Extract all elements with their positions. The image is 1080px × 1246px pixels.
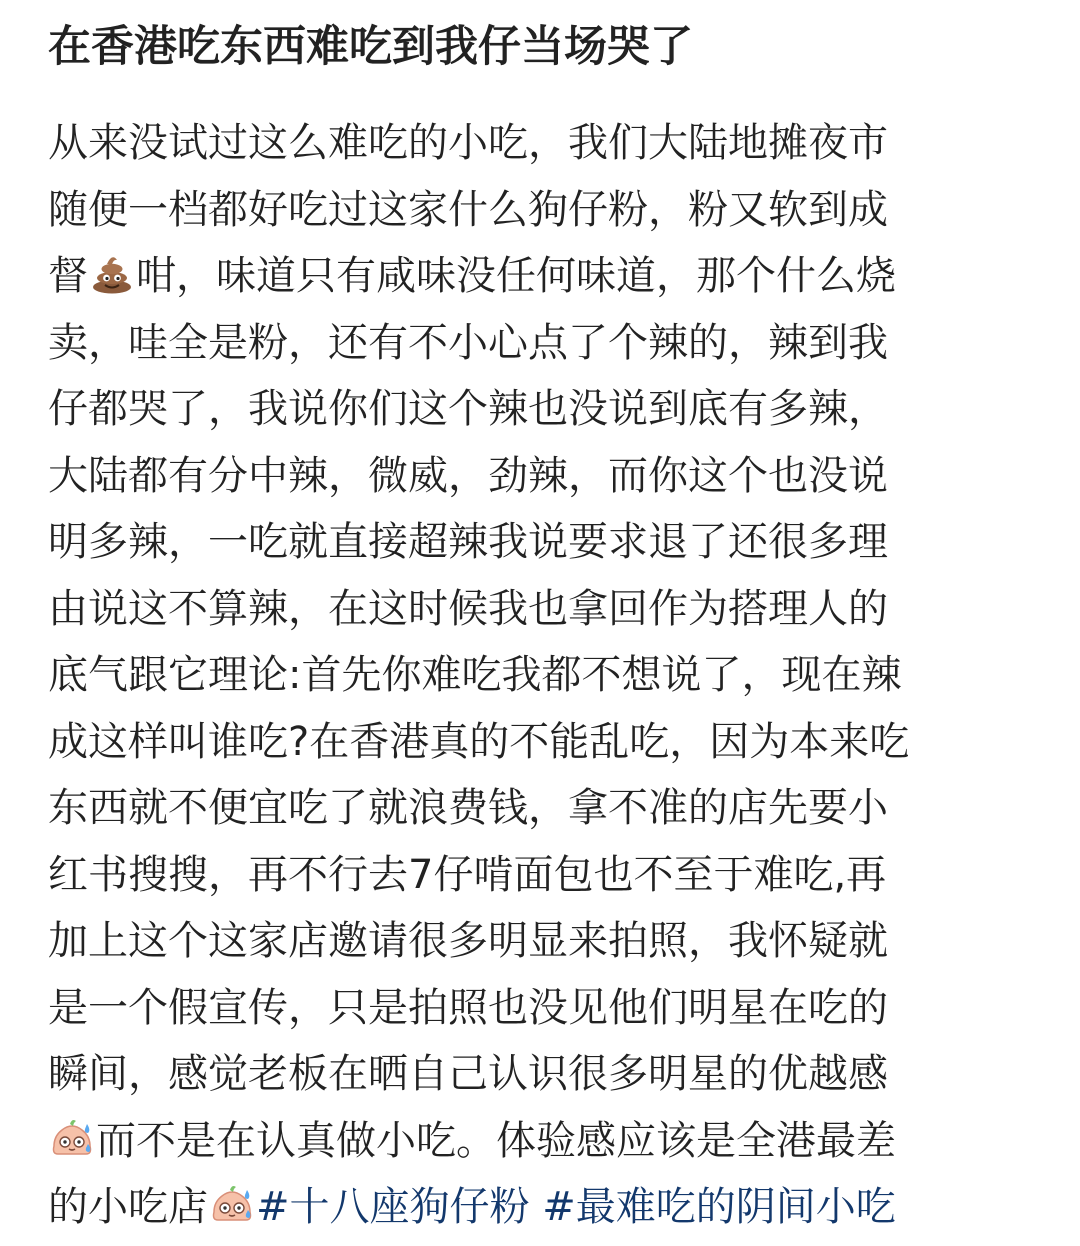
sweat-face-emoji-icon <box>50 1116 94 1160</box>
body-line-9: 底气跟它理论:首先你难吃我都不想说了，现在辣 <box>48 652 902 698</box>
body-line-3-end: 咁，味道只有咸味没任何味道，那个什么烧 <box>136 253 896 299</box>
body-line-1: 从来没试过这么难吃的小吃，我们大陆地摊夜市 <box>48 120 888 166</box>
body-line-15: 瞬间，感觉老板在晒自己认识很多明星的优越感 <box>48 1051 888 1097</box>
body-line-7: 明多辣，一吃就直接超辣我说要求退了还很多理 <box>48 519 888 565</box>
body-line-14: 是一个假宣传，只是拍照也没见他们明星在吃的 <box>48 984 888 1031</box>
body-line-17 <box>48 1174 1032 1241</box>
hashtag-link[interactable]: #十八座狗仔粉 <box>256 1184 530 1230</box>
body-line-12: 红书搜搜，再不行去7仔啃面包也不至于难吃,再 <box>48 851 887 898</box>
body-line-8: 由说这不算辣，在这时候我也拿回作为搭理人的 <box>48 585 888 632</box>
body-line-17-start: 的小吃店 <box>48 1184 208 1230</box>
poop-emoji-icon <box>90 251 134 295</box>
body-line-2: 随便一档都好吃过这家什么狗仔粉，粉又软到成 <box>48 186 888 233</box>
body-line-5: 仔都哭了，我说你们这个辣也没说到底有多辣， <box>48 386 888 432</box>
body-line-3 <box>48 243 1032 310</box>
sweat-face-emoji-icon <box>210 1182 254 1226</box>
body-line-16-end: 而不是在认真做小吃。体验感应该是全港最差 <box>96 1117 896 1164</box>
post-title: 在香港吃东西难吃到我仔当场哭了 <box>48 22 693 72</box>
hashtag-link[interactable]: #最难吃的阴间小吃 <box>542 1184 896 1230</box>
body-line-6: 大陆都有分中辣，微威，劲辣，而你这个也没说 <box>48 452 888 499</box>
body-line-4: 卖，哇全是粉，还有不小心点了个辣的，辣到我 <box>48 319 888 366</box>
body-line-13: 加上这个这家店邀请很多明显来拍照，我怀疑就 <box>48 918 888 964</box>
body-line-3-start: 督 <box>48 253 88 299</box>
body-line-10: 成这样叫谁吃?在香港真的不能乱吃，因为本来吃 <box>48 718 910 765</box>
body-line-16 <box>48 1108 1032 1175</box>
post-body <box>48 110 1032 1241</box>
body-line-11: 东西就不便宜吃了就浪费钱，拿不准的店先要小 <box>48 785 888 831</box>
